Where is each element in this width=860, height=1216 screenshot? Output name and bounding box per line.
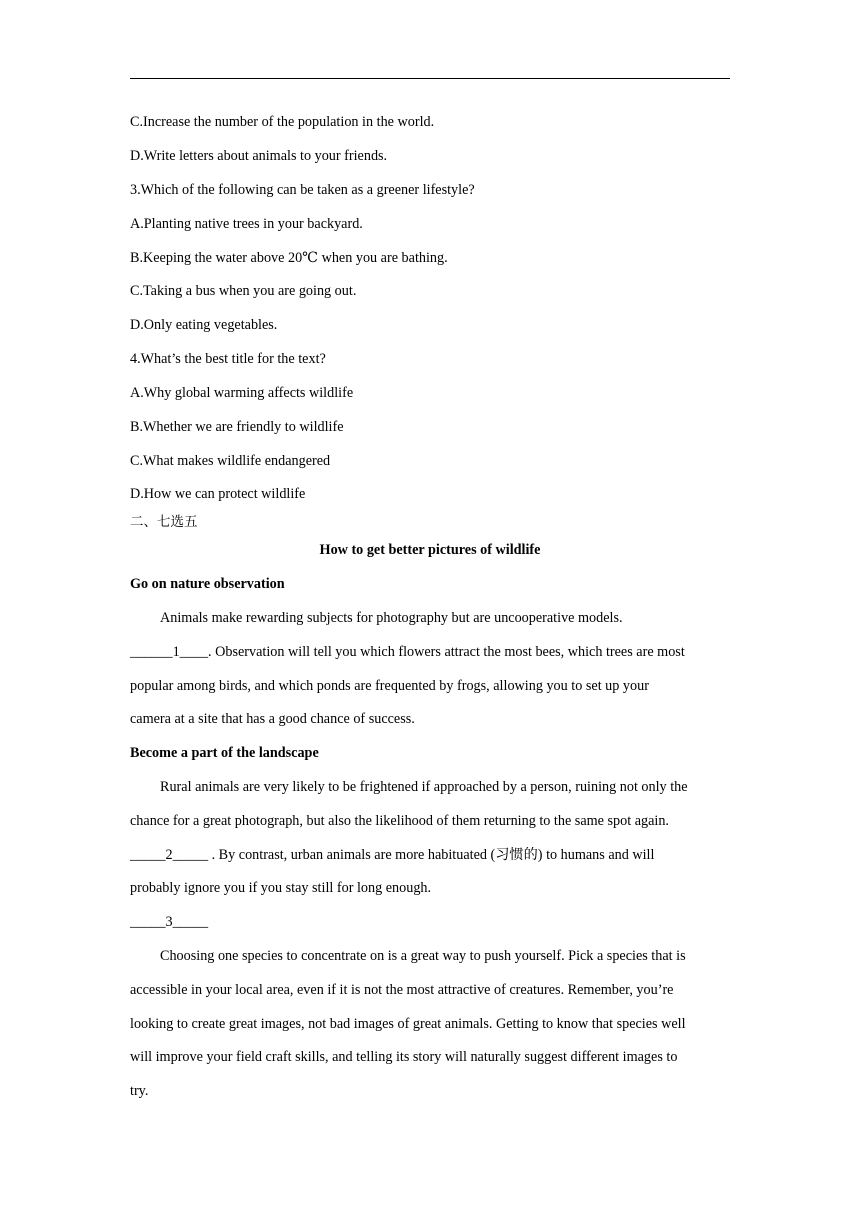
paragraph-line: popular among birds, and which ponds are frequented by frogs, allowing you to set up your — [130, 678, 649, 694]
q4-option-b: B.Whether we are friendly to wildlife — [130, 419, 344, 435]
subheading-observation: Go on nature observation — [130, 576, 285, 592]
paragraph-line: try. — [130, 1083, 149, 1099]
blank-3: _____3_____ — [130, 914, 209, 930]
paragraph-line: accessible in your local area, even if it is not the most attractive of creatures. Remember, you’re — [130, 982, 674, 998]
q3-option-d: D.Only eating vegetables. — [130, 317, 278, 333]
paragraph-line: ______1____. Observation will tell you which flowers attract the most bees, which trees are most — [130, 644, 685, 660]
q4-option-d: D.How we can protect wildlife — [130, 486, 306, 502]
paragraph-line: probably ignore you if you stay still for long enough. — [130, 880, 432, 896]
paragraph-line: Rural animals are very likely to be frightened if approached by a person, ruining not only the — [160, 779, 688, 795]
passage-title: How to get better pictures of wildlife — [319, 542, 541, 558]
paragraph-line: Choosing one species to concentrate on is a great way to push yourself. Pick a species that is — [160, 948, 686, 964]
q3-stem: 3.Which of the following can be taken as a greener lifestyle? — [130, 182, 475, 198]
subheading-landscape: Become a part of the landscape — [130, 745, 319, 761]
q4-option-a: A.Why global warming affects wildlife — [130, 385, 354, 401]
q4-option-c: C.What makes wildlife endangered — [130, 453, 331, 469]
q3-option-b: B.Keeping the water above 20℃ when you are bathing. — [130, 250, 448, 266]
q3-option-c: C.Taking a bus when you are going out. — [130, 283, 357, 299]
q3-option-a: A.Planting native trees in your backyard. — [130, 216, 363, 232]
paragraph-line: _____2_____ . By contrast, urban animals are more habituated (习惯的) to humans and will — [130, 847, 655, 863]
section-heading: 二、七选五 — [130, 514, 198, 530]
q4-stem: 4.What’s the best title for the text? — [130, 351, 326, 367]
header-rule — [130, 78, 730, 79]
q2-option-c: C.Increase the number of the population in the world. — [130, 114, 435, 130]
q2-option-d: D.Write letters about animals to your friends. — [130, 148, 388, 164]
paragraph-line: Animals make rewarding subjects for photography but are uncooperative models. — [160, 610, 623, 626]
paragraph-line: will improve your field craft skills, and telling its story will naturally suggest different images to — [130, 1049, 678, 1065]
paragraph-line: chance for a great photograph, but also the likelihood of them returning to the same spot again. — [130, 813, 669, 829]
paragraph-line: camera at a site that has a good chance of success. — [130, 711, 415, 727]
paragraph-line: looking to create great images, not bad images of great animals. Getting to know that species well — [130, 1016, 686, 1032]
